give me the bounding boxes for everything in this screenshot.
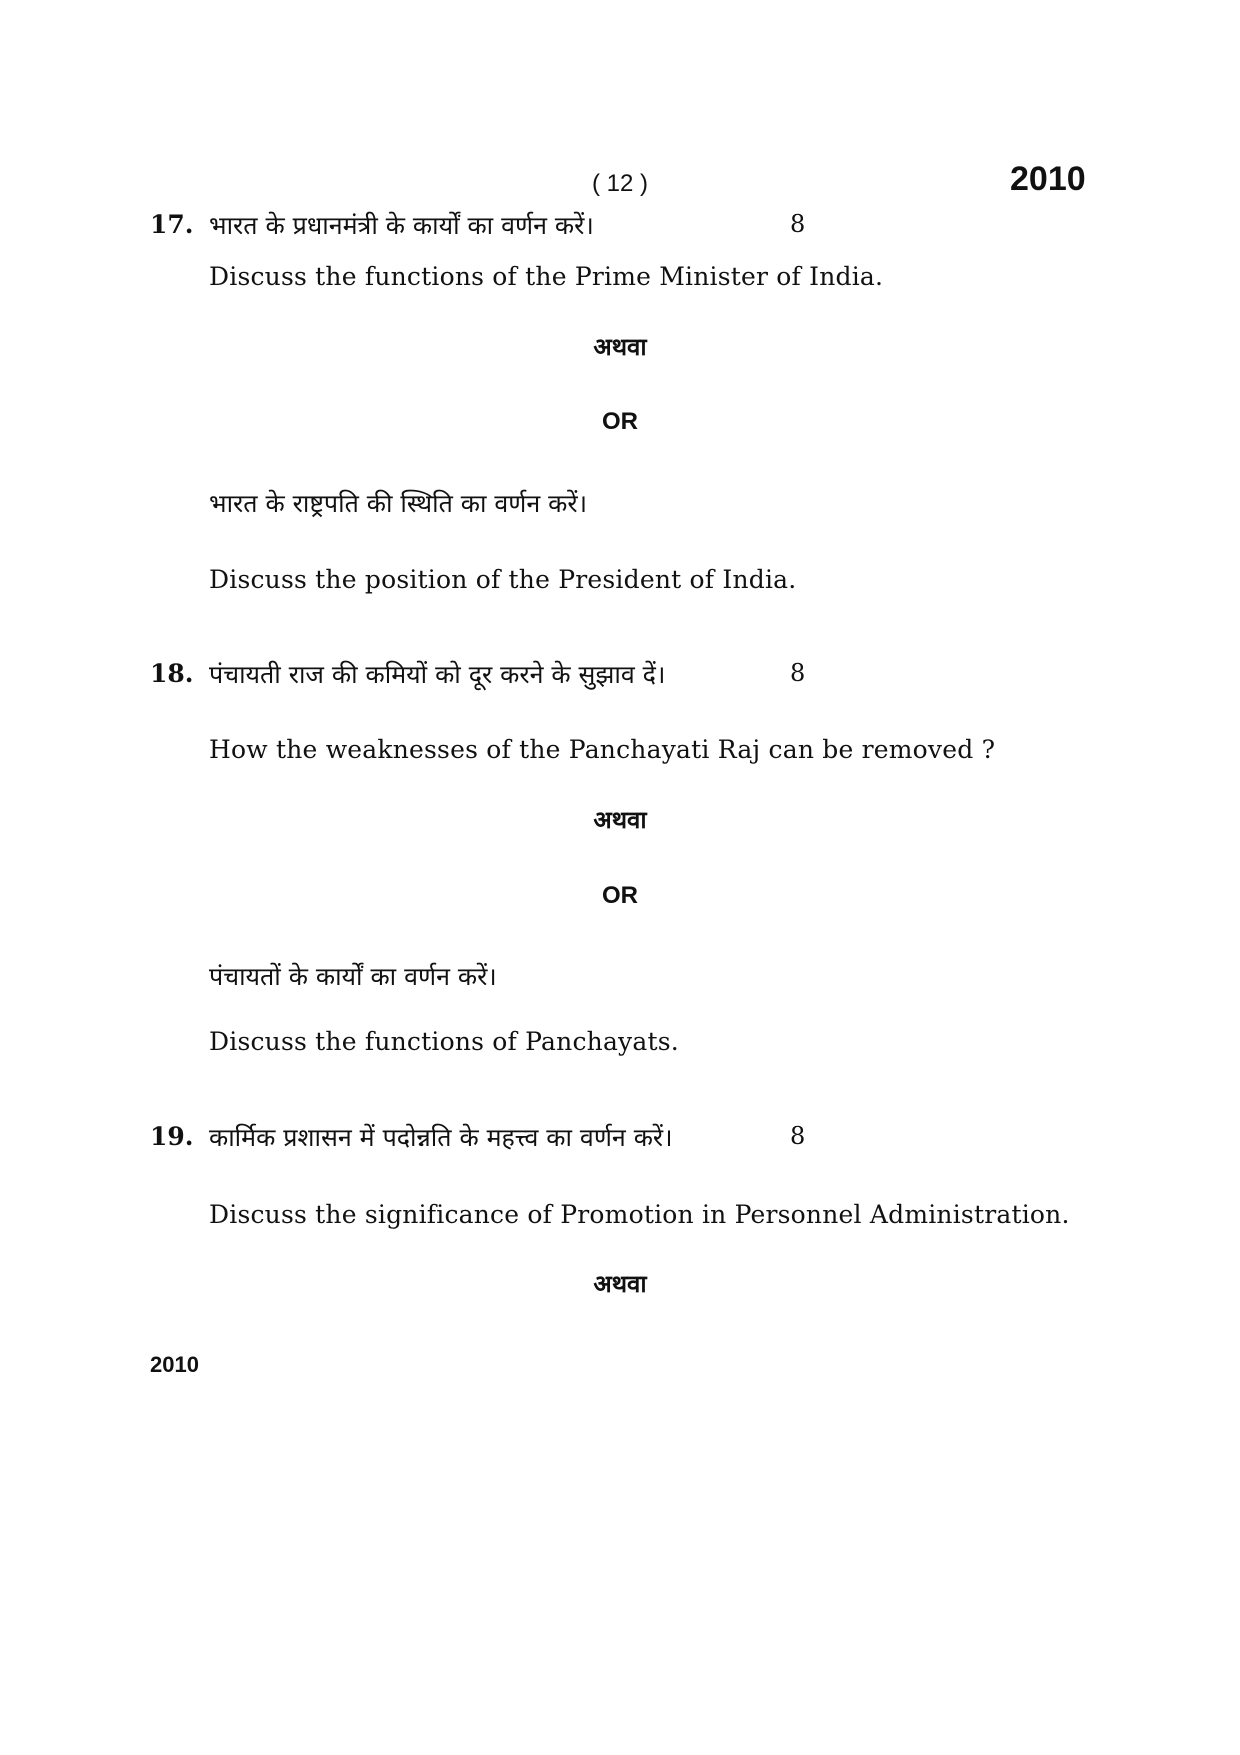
question-17-athva-label: अथवा	[593, 332, 647, 361]
exam-year-header: 2010	[1010, 160, 1086, 198]
question-19-english: Discuss the significance of Promotion in Personnel Administration.	[209, 1200, 1070, 1229]
question-18-marks: 8	[790, 659, 806, 687]
page-number: ( 12 )	[591, 170, 648, 197]
question-18-alt-english: Discuss the functions of Panchayats.	[209, 1027, 679, 1056]
question-18-athva-label: अथवा	[593, 805, 647, 834]
question-17-alt-english: Discuss the position of the President of India.	[209, 565, 797, 594]
question-18-english: How the weaknesses of the Panchayati Raj can be removed ?	[209, 735, 996, 764]
question-17-marks: 8	[790, 210, 806, 238]
exam-year-footer: 2010	[150, 1352, 199, 1377]
question-19-marks: 8	[790, 1122, 806, 1150]
question-number-19: 19.	[150, 1122, 194, 1151]
question-17-alt-hindi: भारत के राष्ट्रपति की स्थिति का वर्णन करें।	[209, 489, 588, 518]
question-17-or-label: OR	[602, 408, 638, 435]
question-17-hindi: भारत के प्रधानमंत्री के कार्यों का वर्णन करें।	[209, 211, 594, 240]
question-17-english: Discuss the functions of the Prime Minister of India.	[209, 262, 884, 291]
question-19-athva-label: अथवा	[593, 1269, 647, 1298]
question-19-hindi: कार्मिक प्रशासन में पदोन्नति के महत्त्व का वर्णन करें।	[209, 1123, 673, 1152]
question-18-alt-hindi: पंचायतों के कार्यों का वर्णन करें।	[209, 962, 497, 991]
question-number-17: 17.	[150, 210, 194, 239]
question-18-or-label: OR	[602, 882, 638, 909]
question-18-hindi: पंचायती राज की कमियों को दूर करने के सुझाव दें।	[209, 660, 666, 689]
question-number-18: 18.	[150, 659, 194, 688]
